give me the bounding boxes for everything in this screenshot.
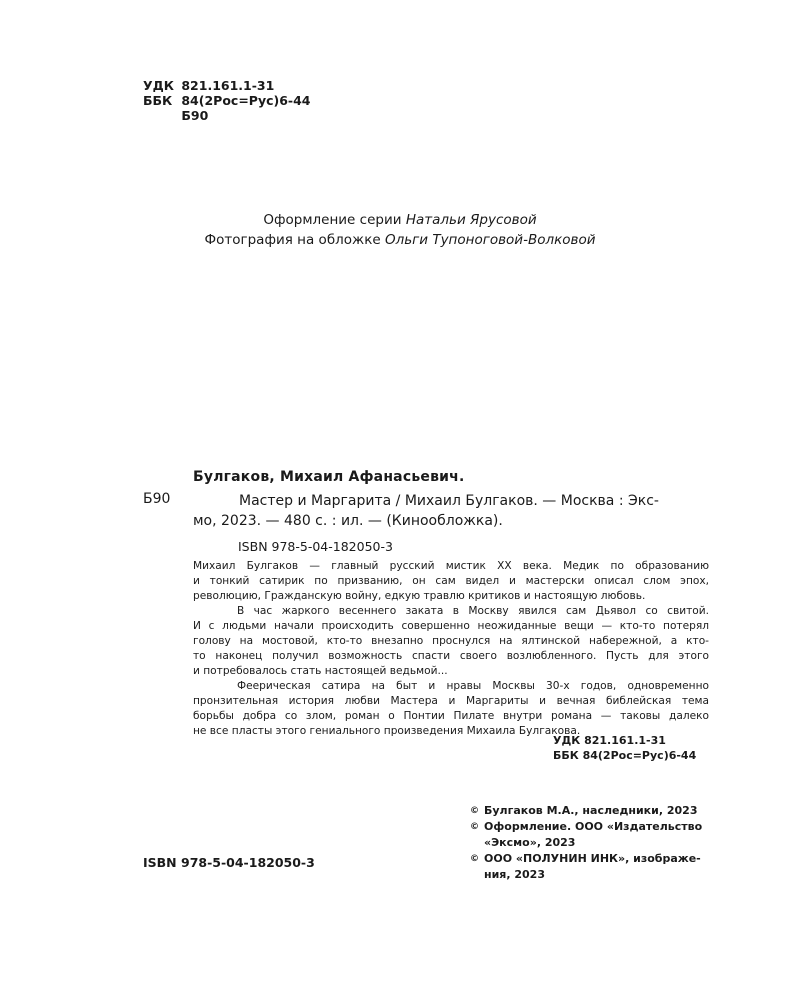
udk-row	[143, 78, 274, 93]
bbk-code-right: ББК 84(2Рос=Рус)6-44	[553, 749, 697, 762]
udk-code-right: УДК 821.161.1-31	[553, 734, 666, 747]
isbn-bottom: ISBN 978-5-04-182050-3	[143, 855, 315, 870]
series-design-prefix: Оформление серии	[263, 212, 402, 228]
copyright-text: ООО «ПОЛУНИН ИНК», изображе-	[484, 852, 701, 865]
copyright-symbol: ©	[470, 854, 479, 864]
annotation-line: Михаил Булгаков — главный русский мистик XX века. Медик по образованию	[193, 560, 709, 572]
record-code: Б90	[143, 491, 171, 507]
annotation-line: пронзительная история любви Мастера и Маргариты и вечная библейская тема	[193, 695, 709, 707]
author-heading: Булгаков, Михаил Афанасьевич.	[193, 469, 465, 485]
copyright-line-cont: «Эксмо», 2023	[484, 836, 576, 849]
annotation-line: революцию, Гражданскую войну, едкую травлю критиков и настоящую любовь.	[193, 590, 646, 602]
copyright-line	[470, 803, 697, 819]
copyright-symbol: ©	[470, 806, 479, 816]
annotation-line: голову на мостовой, кто-то внезапно проснулся на ялтинской набережной, а кто-	[193, 635, 709, 647]
udk-key: УДК	[143, 78, 174, 93]
bbk-key: ББК	[143, 93, 173, 108]
copyright-text: Булгаков М.А., наследники, 2023	[484, 804, 698, 817]
annotation-line: то наконец получил возможность спасти своего возлюбленного. Пусть для этого	[193, 650, 709, 662]
bbk-value: 84(2Рос=Рус)6-44	[181, 93, 311, 108]
annotation-line: В час жаркого весеннего заката в Москву явился сам Дьявол со свитой.	[237, 605, 709, 617]
copyright-line-cont: ния, 2023	[484, 868, 545, 881]
author-mark-row	[143, 108, 208, 123]
udk-value: 821.161.1-31	[181, 78, 275, 93]
annotation-line: Феерическая сатира на быт и нравы Москвы 30-х годов, одновременно	[237, 680, 709, 692]
cover-photo-name: Ольги Тупоноговой-Волковой	[384, 232, 596, 248]
title-line-1: Мастер и Маргарита / Михаил Булгаков. — Москва : Экс-	[239, 493, 659, 509]
annotation-line: И с людьми начали происходить совершенно неожиданные вещи — кто-то потерял	[193, 620, 709, 632]
copyright-text: Оформление. ООО «Издательство	[484, 820, 703, 833]
bbk-row	[143, 93, 311, 108]
record-isbn: ISBN 978-5-04-182050-3	[238, 539, 393, 554]
copyright-line	[470, 851, 701, 867]
annotation-line: не все пласты этого гениального произведения Михаила Булгакова.	[193, 725, 581, 737]
annotation-line: борьбы добра со злом, роман о Понтии Пилате внутри романа — таковы далеко	[193, 710, 709, 722]
annotation-line: и потребовалось стать настоящей ведьмой...	[193, 665, 448, 677]
cover-photo-credit	[0, 231, 800, 249]
annotation-line: и тонкий сатирик по призванию, он сам видел и мастерски описал слом эпох,	[193, 575, 709, 587]
series-design-name: Натальи Ярусовой	[405, 212, 537, 228]
copyright-symbol: ©	[470, 822, 479, 832]
author-mark: Б90	[181, 108, 209, 123]
cover-photo-prefix: Фотография на обложке	[204, 232, 381, 248]
title-line-2: мо, 2023. — 480 с. : ил. — (Кинообложка).	[193, 513, 503, 529]
copyright-line	[470, 819, 702, 835]
series-design-credit	[0, 211, 800, 229]
